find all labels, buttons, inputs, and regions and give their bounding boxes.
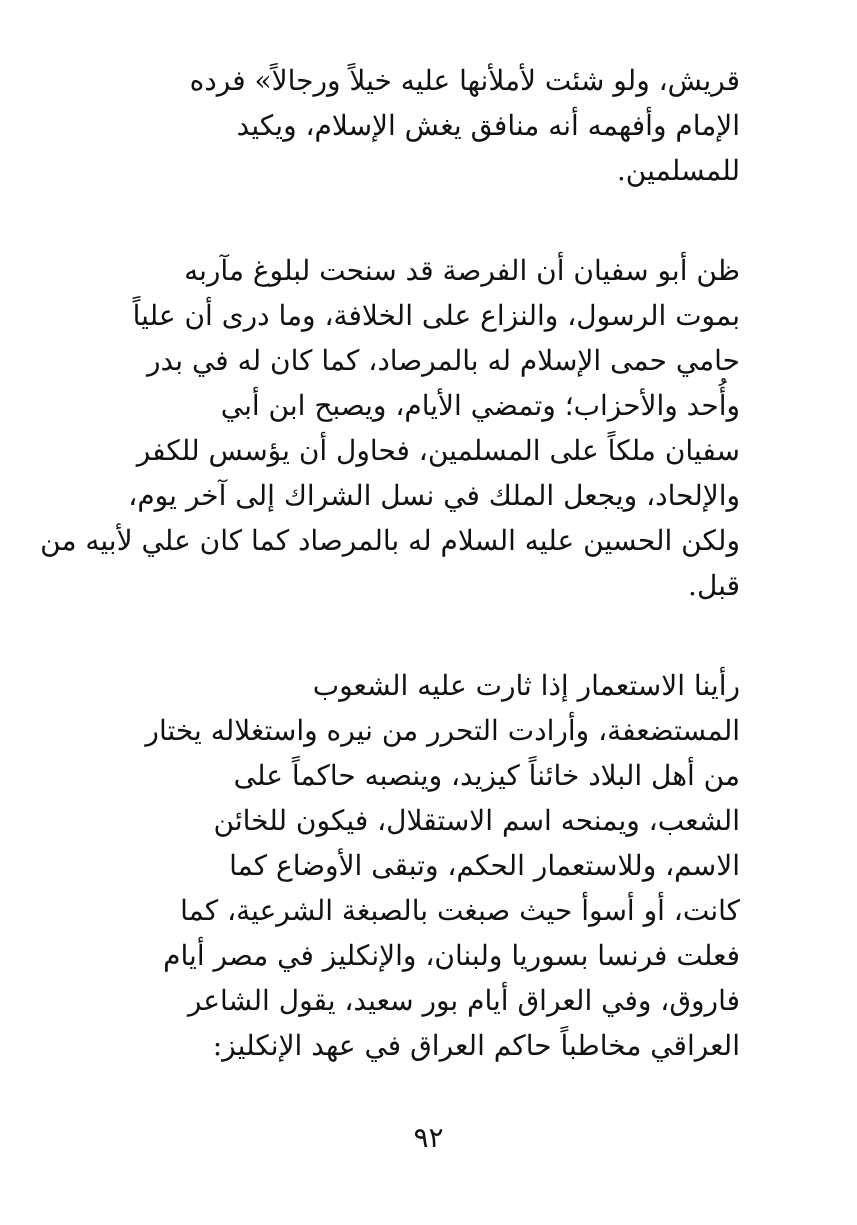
paragraph-1 (95, 58, 740, 193)
paragraph-gap (95, 608, 740, 663)
text-line: للمسلمين. (616, 154, 740, 187)
text-line: من أهل البلاد خائناً كيزيد، وينصبه حاكماً على (233, 759, 740, 792)
text-line: فعلت فرنسا بسوريا ولبنان، والإنكليز في مصر أيام (163, 939, 740, 972)
text-line: الشعب، ويمنحه اسم الاستقلال، فيكون للخائن (213, 804, 740, 837)
paragraph-gap (95, 193, 740, 248)
page-number: ٩٢ (413, 1121, 444, 1154)
text-line: العراقي مخاطباً حاكم العراق في عهد الإنكليز: (212, 1029, 740, 1062)
text-line: بموت الرسول، والنزاع على الخلافة، وما درى أن علياً (132, 299, 740, 332)
text-line: والإلحاد، ويجعل الملك في نسل الشراك إلى آخر يوم، (128, 479, 740, 512)
text-line: الاسم، وللاستعمار الحكم، وتبقى الأوضاع كما (229, 849, 740, 882)
text-line: المستضعفة، وأرادت التحرر من نيره واستغلاله يختار (145, 714, 740, 747)
paragraph-2 (40, 248, 740, 608)
text-line: حامي حمى الإسلام له بالمرصاد، كما كان له في بدر (147, 344, 740, 377)
text-line: الإمام وأفهمه أنه منافق يغش الإسلام، ويكيد (236, 109, 740, 142)
text-line: وأُحد والأحزاب؛ وتمضي الأيام، ويصبح ابن أبي (220, 389, 740, 422)
text-line: قبل. (688, 569, 740, 602)
paragraph-3 (95, 663, 740, 1068)
text-line: فاروق، وفي العراق أيام بور سعيد، يقول الشاعر (187, 984, 740, 1017)
text-line: ولكن الحسين عليه السلام له بالمرصاد كما كان علي لأبيه من (40, 524, 740, 557)
text-line: قريش، ولو شئت لأملأنها عليه خيلاً ورجالاً» فرده (189, 64, 740, 97)
text-line: ظن أبو سفيان أن الفرصة قد سنحت لبلوغ مآربه (184, 254, 740, 287)
page-body (40, 58, 740, 1068)
text-line: كانت، أو أسوأ حيث صبغت بالصبغة الشرعية، كما (180, 894, 740, 927)
text-line: سفيان ملكاً على المسلمين، فحاول أن يؤسس للكفر (136, 434, 740, 467)
text-line: رأينا الاستعمار إذا ثارت عليه الشعوب (312, 669, 740, 702)
